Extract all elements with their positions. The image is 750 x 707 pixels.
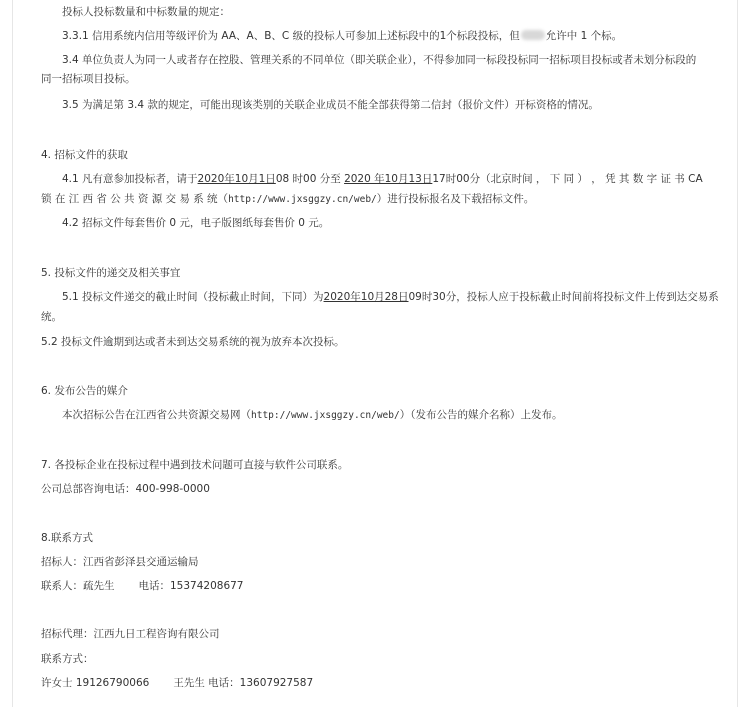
hotline: 公司总部咨询电话：400-998-0000 xyxy=(41,483,210,495)
url-text: http://www.jxsggzy.cn/web/ xyxy=(251,410,400,421)
rule-3-4-line1: 3.4 单位负责人为同一人或者存在控股、管理关系的不同单位（即关联企业），不得参加同一标段投标同一招标项目投标或者未划分标段的 xyxy=(62,54,697,66)
date-start: 2020年10月1日 xyxy=(197,173,276,185)
date-end: 2020 年10月13日 xyxy=(344,173,433,185)
para-4-2: 4.2 招标文件每套售价 0 元，电子版图纸每套售价 0 元。 xyxy=(62,217,330,229)
section-5-heading: 5. 投标文件的递交及相关事宜 xyxy=(41,267,181,279)
contact-1: 联系人：疏先生 电话：15374208677 xyxy=(41,580,244,592)
announcement-page xyxy=(12,0,738,707)
section-8-heading: 8.联系方式 xyxy=(41,532,94,544)
section-6-heading: 6. 发布公告的媒介 xyxy=(41,385,128,397)
url-text: http://www.jxsggzy.cn/web/ xyxy=(228,194,377,205)
section-4-heading: 4. 招标文件的获取 xyxy=(41,149,128,161)
para-5-1-line1: 5.1 投标文件递交的截止时间（投标截止时间，下同）为2020年10月28日09时30分，投标人应于投标截止时间前将投标文件上传到达交易系 xyxy=(62,291,719,303)
deadline-date: 2020年10月28日 xyxy=(323,291,409,303)
redacted-mark xyxy=(521,30,545,40)
rules-intro: 投标人投标数量和中标数量的规定： xyxy=(62,6,230,18)
rule-3-5: 3.5 为满足第 3.4 款的规定，可能出现该类别的关联企业成员不能全部获得第二信封（报价文件）开标资格的情况。 xyxy=(62,99,599,111)
para-5-2: 5.2 投标文件逾期到达或者未到达交易系统的视为放弃本次投标。 xyxy=(41,336,345,348)
para-6: 本次招标公告在江西省公共资源交易网（http://www.jxsggzy.cn/web/）（发布公告的媒介名称）上发布。 xyxy=(62,409,563,421)
rule-3-3-1: 3.3.1 信用系统内信用等级评价为 AA、A、B、C 级的投标人可参加上述标段中的1个标段投标，但 允许中 1 个标。 xyxy=(62,30,623,42)
agent: 招标代理：江西九日工程咨询有限公司 xyxy=(41,628,220,640)
para-4-1-line1: 4.1 凡有意参加投标者，请于2020年10月1日08 时00 分至 2020 年10月13日17时00分（北京时间 ， 下 同 ） ， 凭 其 数 字 证 书 CA xyxy=(62,173,703,185)
para-4-1-line2: 锁 在 江 西 省 公 共 资 源 交 易 系 统（http://www.jxsggzy.cn/web/）进行投标报名及下载招标文件。 xyxy=(41,193,535,205)
rule-3-4-line2: 同一招标项目投标。 xyxy=(41,73,136,85)
tenderer: 招标人：江西省彭泽县交通运输局 xyxy=(41,556,199,568)
section-7-heading: 7. 各投标企业在投标过程中遇到技术问题可直接与软件公司联系。 xyxy=(41,459,349,471)
contact-label: 联系方式： xyxy=(41,653,94,665)
para-5-1-line2: 统。 xyxy=(41,311,62,323)
contact-2: 许女士 19126790066 王先生 电话：13607927587 xyxy=(41,677,314,689)
